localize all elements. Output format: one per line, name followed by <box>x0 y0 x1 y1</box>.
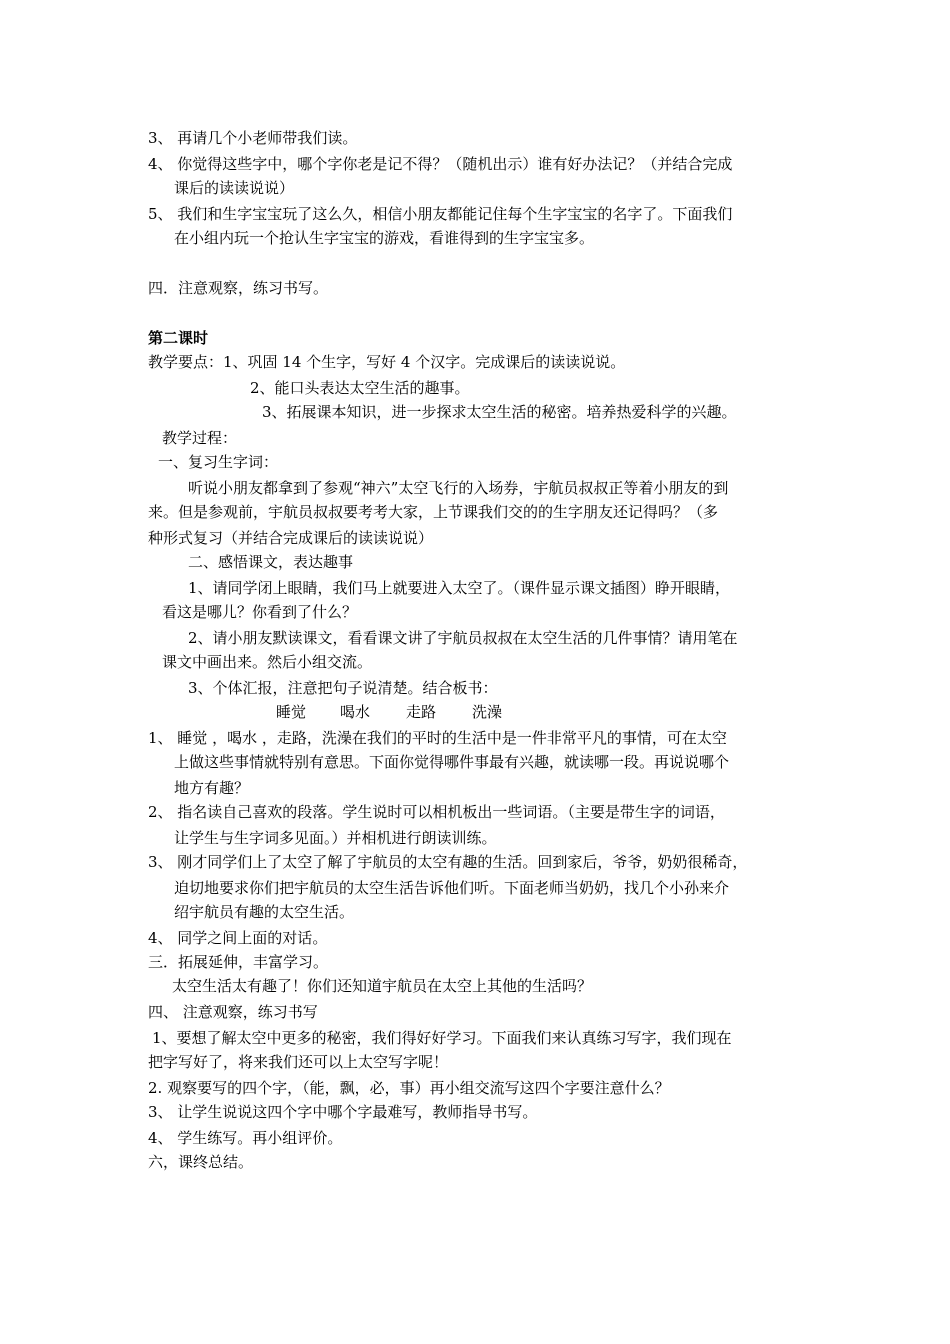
section-heading: 一、复习生字词： <box>158 453 279 471</box>
board-word: 走路 <box>406 703 437 721</box>
paragraph-line: 来。但是参观前，宇航员叔叔要考考大家，上节课我们交的的生字朋友还记得吗？（多 <box>148 503 719 521</box>
section-heading: 四．注意观察，练习书写。 <box>148 279 329 297</box>
list-item-continuation: 上做这些事情就特别有意思。下面你觉得哪件事最有兴趣，就读哪一段。再说说哪个 <box>174 753 730 771</box>
board-word: 洗澡 <box>472 703 503 721</box>
list-item: 4、 同学之间上面的对话。 <box>148 929 328 947</box>
list-item: 3、 再请几个小老师带我们读。 <box>148 129 358 147</box>
section-heading: 二、感悟课文，表达趣事 <box>188 553 354 571</box>
teaching-point: 3、拓展课本知识，进一步探求太空生活的秘密。培养热爱科学的兴趣。 <box>262 403 737 421</box>
paragraph-line: 1、要想了解太空中更多的秘密，我们得好好学习。下面我们来认真练习写字，我们现在 <box>152 1029 732 1047</box>
teaching-point: 2、能口头表达太空生活的趣事。 <box>250 379 470 397</box>
paragraph-line: 3、个体汇报，注意把句子说清楚。结合板书： <box>188 679 498 697</box>
list-item: 3、 刚才同学们上了太空了解了宇航员的太空有趣的生活。回到家后，爷爷，奶奶很稀奇， <box>148 853 748 871</box>
board-word: 喝水 <box>340 703 371 721</box>
list-item-continuation: 在小组内玩一个抢认生字宝宝的游戏，看谁得到的生字宝宝多。 <box>174 229 595 247</box>
list-item: 4、 你觉得这些字中，哪个字你老是记不得？（随机出示）谁有好办法记？（并结合完成 <box>148 155 733 173</box>
paragraph-line: 太空生活太有趣了！你们还知道宇航员在太空上其他的生活吗？ <box>172 977 593 995</box>
list-item: 4、 学生练写。再小组评价。 <box>148 1129 343 1147</box>
paragraph-line: 听说小朋友都拿到了参观“神六”太空飞行的入场券，宇航员叔叔正等着小朋友的到 <box>188 479 729 497</box>
paragraph-line: 1、请同学闭上眼睛，我们马上就要进入太空了。（课件显示课文插图）睁开眼睛， <box>188 579 731 597</box>
list-item: 3、 让学生说说这四个字中哪个字最难写，教师指导书写。 <box>148 1103 538 1121</box>
paragraph-line: 把字写好了，将来我们还可以上太空写字呢！ <box>148 1053 449 1071</box>
paragraph-line: 课文中画出来。然后小组交流。 <box>162 653 373 671</box>
list-item: 5、 我们和生字宝宝玩了这么久，相信小朋友都能记住每个生字宝宝的名字了。下面我们 <box>148 205 733 223</box>
list-item-continuation: 地方有趣？ <box>174 779 250 797</box>
section-heading: 三．拓展延伸，丰富学习。 <box>148 953 329 971</box>
section-heading: 六，课终总结。 <box>148 1153 254 1171</box>
section-heading: 四、 注意观察，练习书写 <box>148 1003 318 1021</box>
list-item-continuation: 迫切地要求你们把宇航员的太空生活告诉他们听。下面老师当奶奶，找几个小孙来介 <box>174 879 730 897</box>
lesson-title: 第二课时 <box>148 329 209 347</box>
list-item-continuation: 绍宇航员有趣的太空生活。 <box>174 903 355 921</box>
list-item-continuation: 让学生与生字词多见面。）并相机进行朗读训练。 <box>174 829 497 847</box>
section-heading: 教学过程： <box>162 429 238 447</box>
paragraph-line: 看这是哪儿？你看到了什么？ <box>162 603 358 621</box>
paragraph-line: 种形式复习（并结合完成课后的读读说说） <box>148 529 434 547</box>
board-word: 睡觉 <box>276 703 307 721</box>
teaching-point: 教学要点：1、巩固 14 个生字，写好 4 个汉字。完成课后的读读说说。 <box>148 353 626 371</box>
list-item: 1、 睡觉 ，喝水 ，走路，洗澡在我们的平时的生活中是一件非常平凡的事情，可在太空 <box>148 729 727 747</box>
list-item: 2. 观察要写的四个字，（能，飘，必，事）再小组交流写这四个字要注意什么？ <box>148 1079 670 1097</box>
list-item: 2、 指名读自己喜欢的段落。学生说时可以相机板出一些词语。（主要是带生字的词语， <box>148 803 725 821</box>
paragraph-line: 2、请小朋友默读课文，看看课文讲了宇航员叔叔在太空生活的几件事情？请用笔在 <box>188 629 738 647</box>
list-item-continuation: 课后的读读说说） <box>174 179 295 197</box>
